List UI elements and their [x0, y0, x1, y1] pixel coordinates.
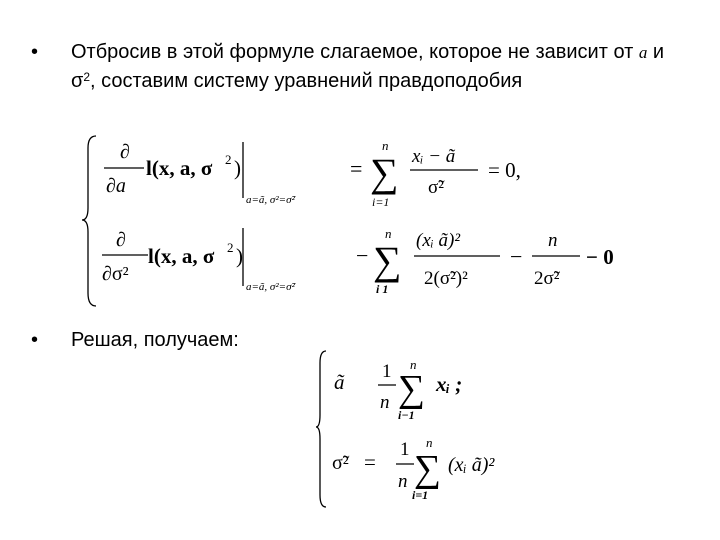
bullet-1 [31, 38, 711, 128]
likelihood-exponent: 2 [227, 240, 234, 255]
solution-system [316, 345, 576, 515]
fraction-numerator: (xᵢ ã)² [416, 230, 461, 251]
likelihood-close-paren: ) [234, 156, 241, 180]
likelihood-exponent: 2 [225, 152, 232, 167]
text-before: Отбросив в этой формуле слагаемое, которое не зависит от [71, 41, 639, 63]
equation-rhs: = 0, [488, 158, 521, 182]
sum-lower: i−1 [398, 408, 415, 422]
bullet-2-text: Решая, получаем: [71, 329, 239, 351]
fraction2-denominator: 2σ̃² [534, 268, 560, 289]
summation-sign: ∑ [398, 368, 426, 410]
bullet-marker: • [31, 41, 39, 63]
sum-upper: n [382, 138, 389, 153]
summand: xᵢ ; [436, 372, 463, 396]
evaluation-subscript: a=ã, σ²=σ̃² [246, 281, 295, 293]
fraction-numerator: xᵢ − ã [412, 146, 456, 167]
sum-lower: i=1 [372, 195, 390, 209]
variance-estimate [332, 435, 495, 502]
fraction-denominator: n [398, 471, 408, 492]
equals-sign: = [350, 156, 363, 181]
bullet-1-text [71, 38, 691, 95]
sum-upper: n [426, 435, 433, 450]
equation-2 [102, 226, 614, 296]
partial-denominator: ∂a [106, 175, 126, 197]
fraction2-numerator: n [548, 230, 558, 251]
system-brace [316, 351, 326, 507]
likelihood-system-svg [80, 128, 640, 313]
summand: (xᵢ ã)² [448, 454, 495, 476]
bullet-marker: • [31, 329, 39, 351]
sum-lower: i 1 [376, 282, 389, 296]
partial-numerator: ∂ [120, 141, 130, 163]
fraction-numerator: 1 [382, 361, 392, 382]
likelihood-function: l(x, a, σ [148, 244, 215, 268]
equation-rhs: − 0 [586, 245, 614, 269]
likelihood-close-paren: ) [236, 244, 243, 268]
partial-denominator: ∂σ² [102, 263, 129, 285]
likelihood-function: l(x, a, σ [146, 156, 213, 180]
summation-sign: ∑ [370, 150, 399, 195]
text-mid: и σ [71, 41, 665, 92]
text-after: , составим систему уравнений правдоподобия [90, 70, 523, 92]
mean-estimate-lhs: ã [334, 370, 345, 394]
fraction-denominator: 2(σ̃²)² [424, 268, 468, 289]
partial-numerator: ∂ [116, 229, 126, 251]
fraction-numerator: 1 [400, 439, 410, 460]
evaluation-subscript: a=ã, σ²=σ̃² [246, 194, 295, 206]
equals-sign: = [364, 450, 376, 474]
minus-sign-2: − [510, 244, 523, 269]
sum-upper: n [385, 226, 392, 241]
summation-sign: ∑ [373, 238, 402, 283]
sum-upper: n [410, 357, 417, 372]
system-brace [82, 136, 96, 306]
fraction-denominator: n [380, 392, 390, 413]
minus-sign: − [356, 243, 369, 268]
solution-system-svg [316, 345, 576, 515]
variance-estimate-lhs: σ̃² [332, 452, 349, 474]
sum-lower: i=1 [412, 488, 429, 502]
mean-estimate [334, 357, 462, 422]
likelihood-system [80, 128, 640, 313]
fraction-denominator: σ̃² [428, 177, 444, 198]
sigma-exponent: 2 [83, 70, 91, 84]
variable-a: a [638, 43, 648, 62]
summation-sign: ∑ [414, 448, 442, 490]
equation-1 [104, 138, 521, 209]
